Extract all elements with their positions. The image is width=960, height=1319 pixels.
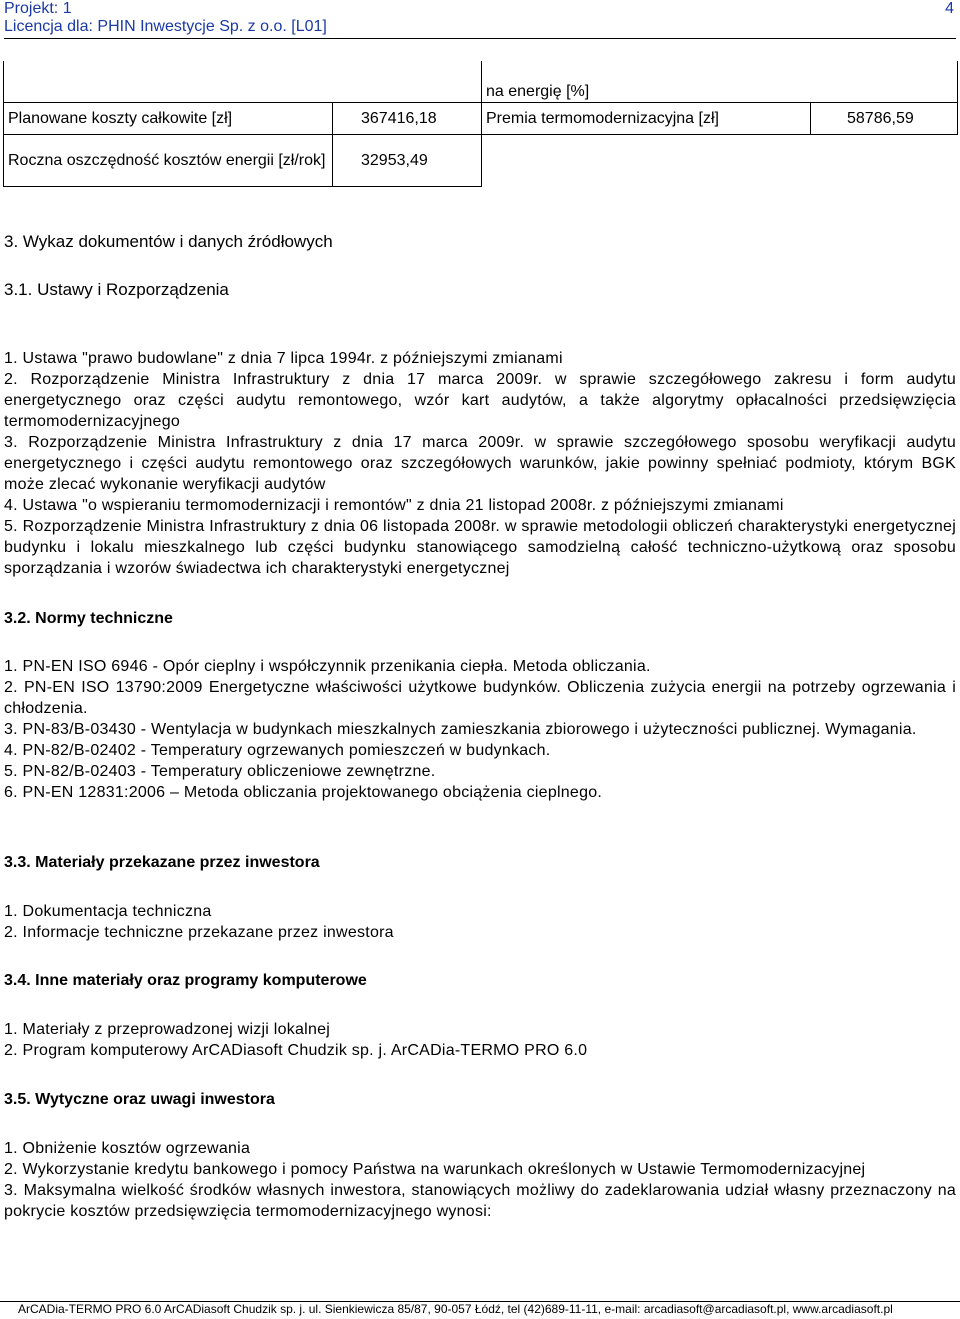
savings-value: 32953,49 (333, 134, 482, 186)
table-row (4, 61, 958, 102)
list-item: 1. PN-EN ISO 6946 - Opór cieplny i współczynnik przenikania ciepła. Metoda obliczania. (4, 658, 651, 675)
subsection-title-3-4: 3.4. Inne materiały oraz programy komputerowe (4, 972, 367, 989)
norms-list (4, 656, 956, 803)
page-number: 4 (945, 0, 954, 17)
list-item: 3. Maksymalna wielkość środków własnych inwestora, stanowiących możliwy do zadeklarowania udział własny przeznaczony na pokrycie kosztów przedsięwzięcia termomodernizacyjnego wynosi: (4, 1182, 956, 1220)
investor-materials-list (4, 901, 956, 943)
list-item: 1. Obniżenie kosztów ogrzewania (4, 1140, 251, 1157)
subsection-title-3-3: 3.3. Materiały przekazane przez inwestora (4, 854, 320, 871)
table-row (4, 102, 958, 134)
subsection-title-3-2: 3.2. Normy techniczne (4, 610, 173, 627)
planned-costs-value: 367416,18 (333, 102, 482, 134)
premium-label: Premia termomodernizacyjna [zł] (482, 102, 811, 134)
list-item: 2. Wykorzystanie kredytu bankowego i pomocy Państwa na warunkach określonych w Ustawie Termomodernizacyjnej (4, 1161, 866, 1178)
guidelines-list (4, 1138, 956, 1222)
planned-costs-label: Planowane koszty całkowite [zł] (4, 102, 333, 134)
list-item: 6. PN-EN 12831:2006 – Metoda obliczania projektowanego obciążenia cieplnego. (4, 784, 603, 801)
other-materials-list (4, 1019, 956, 1061)
footer-text: ArCADia-TERMO PRO 6.0 ArCADiasoft Chudzik sp. j. ul. Sienkiewicza 85/87, 90-057 Łódź, tel (42)689-11-11, e-mail: arcadiasoft@arcadiasoft.pl, www.arcadiasoft.pl (18, 1302, 893, 1316)
list-item: 1. Dokumentacja techniczna (4, 903, 212, 920)
list-item: 4. PN-82/B-02402 - Temperatury ogrzewanych pomieszczeń w budynkach. (4, 742, 551, 759)
list-item: 3. Rozporządzenie Ministra Infrastruktury z dnia 17 marca 2009r. w sprawie szczegółowego sposobu weryfikacji audytu energetycznego i części audytu remontowego oraz szczegółowych warunków, jakie powinny spełniać podmioty, którym BGK może zlecać wykonanie weryfikacji audytów (4, 434, 956, 493)
list-item: 2. PN-EN ISO 13790:2009 Energetyczne właściwości użytkowe budynków. Obliczenia zużycia energii na potrzeby ogrzewania i chłodzenia. (4, 679, 956, 717)
savings-label: Roczna oszczędność kosztów energii [zł/rok] (4, 134, 333, 186)
project-label: Projekt: 1 (4, 0, 72, 17)
list-item: 3. PN-83/B-03430 - Wentylacja w budynkach mieszkalnych zamieszkania zbiorowego i użyteczności publicznej. Wymagania. (4, 721, 917, 738)
summary-table (3, 61, 958, 187)
list-item: 2. Rozporządzenie Ministra Infrastruktury z dnia 17 marca 2009r. w sprawie szczegółowego zakresu i form audytu energetycznego oraz części audytu remontowego, wzór kart audytów, a także algorytmy opłacalności przedsięwzięcia termomodernizacyjnego (4, 371, 956, 430)
header-divider (4, 38, 956, 39)
energy-percent-label: na energię [%] (482, 61, 811, 102)
list-item: 2. Program komputerowy ArCADiasoft Chudzik sp. j. ArCADia-TERMO PRO 6.0 (4, 1042, 588, 1059)
list-item: 2. Informacje techniczne przekazane przez inwestora (4, 924, 394, 941)
license-label: Licencja dla: PHIN Inwestycje Sp. z o.o. [L01] (4, 18, 327, 35)
table-row (4, 134, 958, 186)
list-item: 5. Rozporządzenie Ministra Infrastruktury z dnia 06 listopada 2008r. w sprawie metodologii obliczeń charakterystyki energetycznej budynku i lokalu mieszkalnego lub części budynku stanowiącego samodzielną całość techniczno-użytkową oraz sposobu sporządzania i wzorów świadectwa ich charakterystyki energetycznej (4, 518, 956, 577)
list-item: 1. Ustawa "prawo budowlane" z dnia 7 lipca 1994r. z późniejszymi zmianami (4, 350, 563, 367)
list-item: 1. Materiały z przeprowadzonej wizji lokalnej (4, 1021, 331, 1038)
section-title: 3. Wykaz dokumentów i danych źródłowych (4, 232, 333, 251)
subsection-title-3-5: 3.5. Wytyczne oraz uwagi inwestora (4, 1091, 275, 1108)
laws-list (4, 348, 956, 579)
subsection-title-3-1: 3.1. Ustawy i Rozporządzenia (4, 280, 229, 299)
list-item: 4. Ustawa "o wspieraniu termomodernizacji i remontów" z dnia 21 listopad 2008r. z późniejszymi zmianami (4, 497, 784, 514)
list-item: 5. PN-82/B-02403 - Temperatury obliczeniowe zewnętrzne. (4, 763, 436, 780)
premium-value: 58786,59 (811, 102, 958, 134)
